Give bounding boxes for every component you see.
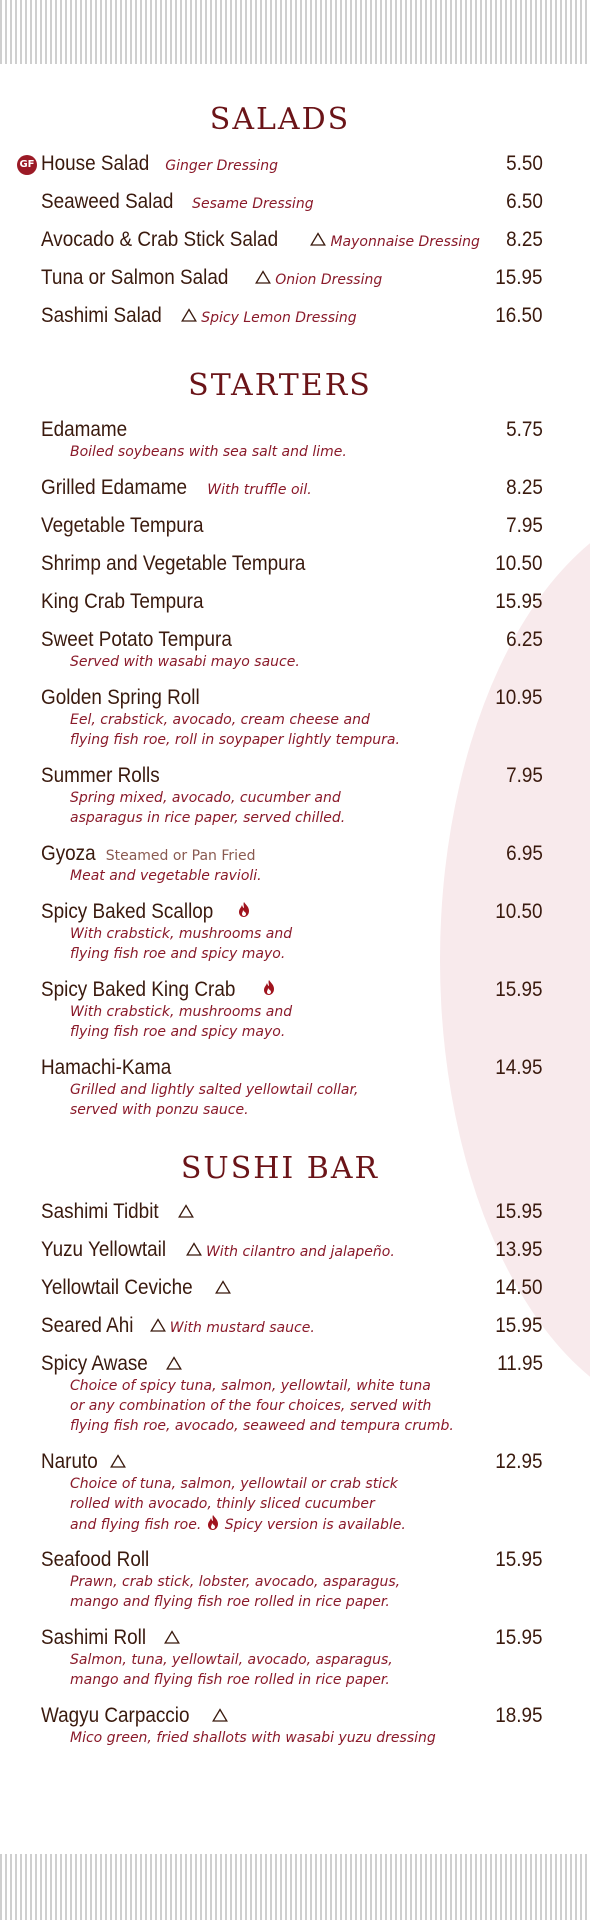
triangle-icon <box>310 232 326 246</box>
item-name: Seared Ahi <box>41 1314 134 1337</box>
menu-item <box>41 476 543 500</box>
description-line: mango and flying fish roe rolled in rice paper. <box>70 1672 390 1688</box>
description-line: Choice of tuna, salmon, yellowtail or crab stick <box>70 1476 398 1492</box>
item-price: 15.95 <box>495 978 543 1001</box>
item-description <box>70 1728 543 1748</box>
description-line: Grilled and lightly salted yellowtail collar, <box>70 1082 359 1098</box>
item-price: 6.50 <box>506 190 543 213</box>
menu-item <box>41 152 543 176</box>
item-name: Sashimi Tidbit <box>41 1200 159 1223</box>
triangle-icon <box>186 1242 202 1256</box>
description-line: flying fish roe, avocado, seaweed and tempura crumb. <box>70 1418 454 1434</box>
item-name: Sashimi Roll <box>41 1626 147 1649</box>
menu-item <box>41 764 543 828</box>
item-price: 6.25 <box>506 628 543 651</box>
triangle-icon <box>255 270 271 284</box>
item-description <box>70 710 543 750</box>
item-description <box>70 1650 543 1690</box>
item-price: 8.25 <box>506 228 543 251</box>
menu-item <box>41 266 543 290</box>
menu-item <box>41 900 543 964</box>
item-dressing: Spicy Lemon Dressing <box>201 310 357 326</box>
item-price: 8.25 <box>506 476 543 499</box>
item-name: Gyoza <box>41 842 96 865</box>
menu-item <box>41 514 543 538</box>
description-line: Prawn, crab stick, lobster, avocado, asparagus, <box>70 1574 401 1590</box>
item-name: Grilled Edamame <box>41 476 188 499</box>
item-description <box>70 788 543 828</box>
item-dressing: With cilantro and jalapeño. <box>205 1244 395 1260</box>
description-line: served with ponzu sauce. <box>70 1102 249 1118</box>
description-line: Mico green, fried shallots with wasabi yuzu dressing <box>70 1730 436 1746</box>
item-description <box>70 1002 543 1042</box>
chili-pepper-icon <box>262 979 276 996</box>
item-description <box>70 1376 543 1436</box>
description-line: Eel, crabstick, avocado, cream cheese and <box>70 712 370 728</box>
item-price: 7.95 <box>506 514 543 537</box>
item-name: Summer Rolls <box>41 764 160 787</box>
item-name: Shrimp and Vegetable Tempura <box>41 552 306 575</box>
description-line: flying fish roe, roll in soypaper lightly tempura. <box>70 732 400 748</box>
menu-item <box>41 628 543 672</box>
item-name: Spicy Baked Scallop <box>41 900 214 923</box>
description-line: Meat and vegetable ravioli. <box>70 868 262 884</box>
item-name: Yuzu Yellowtail <box>41 1238 167 1261</box>
section-title: STARTERS <box>188 368 372 403</box>
item-price: 5.75 <box>506 418 543 441</box>
triangle-icon <box>150 1318 166 1332</box>
item-name: Tuna or Salmon Salad <box>41 266 229 289</box>
item-name: Yellowtail Ceviche <box>41 1276 193 1299</box>
item-description <box>70 1474 543 1535</box>
gluten-free-badge-icon: GF <box>17 155 37 175</box>
menu-item <box>41 1626 543 1690</box>
item-dressing: Ginger Dressing <box>165 158 278 174</box>
item-description <box>70 1080 543 1120</box>
item-dressing: With truffle oil. <box>207 482 312 498</box>
item-description <box>70 442 543 462</box>
section-title: SUSHI BAR <box>180 1151 380 1186</box>
menu-item <box>41 978 543 1042</box>
item-name: Sashimi Salad <box>41 304 162 327</box>
item-note: Steamed or Pan Fried <box>105 848 256 864</box>
menu-item <box>41 190 543 214</box>
item-name: Hamachi-Kama <box>41 1056 172 1079</box>
top-stripe-border <box>0 0 590 64</box>
bottom-stripe-border <box>0 1854 590 1920</box>
description-line: Spring mixed, avocado, cucumber and <box>70 790 341 806</box>
description-line: Choice of spicy tuna, salmon, yellowtail, white tuna <box>70 1378 431 1394</box>
item-price: 15.95 <box>495 1200 543 1223</box>
chili-pepper-icon <box>206 1514 220 1531</box>
menu-item <box>41 1238 543 1262</box>
description-line: mango and flying fish roe rolled in rice paper. <box>70 1594 390 1610</box>
menu-item <box>41 228 543 252</box>
description-line: Salmon, tuna, yellowtail, avocado, asparagus, <box>70 1652 393 1668</box>
chili-pepper-icon <box>237 901 251 918</box>
triangle-icon <box>166 1356 182 1370</box>
item-name: King Crab Tempura <box>41 590 204 613</box>
menu-item <box>41 304 543 328</box>
description-line: asparagus in rice paper, served chilled. <box>70 810 346 826</box>
item-price: 18.95 <box>495 1704 543 1727</box>
item-price: 10.50 <box>495 900 543 923</box>
item-name: Naruto <box>41 1450 98 1473</box>
description-line: rolled with avocado, thinly sliced cucumber <box>70 1496 375 1512</box>
menu-item <box>41 1276 543 1300</box>
item-price: 15.95 <box>495 1626 543 1649</box>
item-name: Avocado & Crab Stick Salad <box>41 228 279 251</box>
item-price: 16.50 <box>495 304 543 327</box>
item-description <box>70 1572 543 1612</box>
item-dressing: Sesame Dressing <box>192 196 314 212</box>
menu-item <box>41 418 543 462</box>
item-name: Seafood Roll <box>41 1548 150 1571</box>
item-price: 15.95 <box>495 266 543 289</box>
triangle-icon <box>164 1630 180 1644</box>
description-line: or any combination of the four choices, served with <box>70 1398 432 1414</box>
menu-item <box>41 1548 543 1612</box>
triangle-icon <box>181 308 197 322</box>
item-price: 11.95 <box>497 1352 543 1375</box>
menu-item <box>41 1314 543 1338</box>
item-name: Seaweed Salad <box>41 190 174 213</box>
menu-item <box>41 842 543 886</box>
item-dressing: With mustard sauce. <box>169 1320 315 1336</box>
item-description <box>70 924 543 964</box>
description-line: flying fish roe and spicy mayo. <box>70 946 286 962</box>
description-line: flying fish roe and spicy mayo. <box>70 1024 286 1040</box>
triangle-icon <box>178 1204 194 1218</box>
item-dressing: Mayonnaise Dressing <box>330 234 480 250</box>
item-price: 13.95 <box>495 1238 543 1261</box>
item-price: 10.95 <box>495 686 543 709</box>
item-name: Golden Spring Roll <box>41 686 200 709</box>
description-line: Boiled soybeans with sea salt and lime. <box>70 444 347 460</box>
menu-item <box>41 686 543 750</box>
triangle-icon <box>212 1708 228 1722</box>
item-name: Edamame <box>41 418 128 441</box>
menu-item <box>41 1200 543 1224</box>
menu-item <box>41 1352 543 1436</box>
item-price: 7.95 <box>506 764 543 787</box>
item-price: 6.95 <box>506 842 543 865</box>
menu-item <box>41 1450 543 1535</box>
description-line: With crabstick, mushrooms and <box>70 1004 293 1020</box>
section-title: SALADS <box>209 102 351 137</box>
item-price: 14.95 <box>495 1056 543 1079</box>
description-line: Served with wasabi mayo sauce. <box>70 654 300 670</box>
item-name: Wagyu Carpaccio <box>41 1704 190 1727</box>
item-price: 14.50 <box>495 1276 543 1299</box>
item-price: 15.95 <box>495 1548 543 1571</box>
item-name: Sweet Potato Tempura <box>41 628 232 651</box>
item-price: 15.95 <box>495 1314 543 1337</box>
item-name: Vegetable Tempura <box>41 514 204 537</box>
menu-item <box>41 1056 543 1120</box>
item-price: 5.50 <box>506 152 543 175</box>
item-price: 15.95 <box>495 590 543 613</box>
item-price: 10.50 <box>495 552 543 575</box>
triangle-icon <box>215 1280 231 1294</box>
menu-item <box>41 590 543 614</box>
triangle-icon <box>110 1454 126 1468</box>
item-description <box>70 652 543 672</box>
item-name: House Salad <box>41 152 150 175</box>
menu-item <box>41 1704 543 1748</box>
item-price: 12.95 <box>495 1450 543 1473</box>
description-line: and flying fish roe. Spicy version is available. <box>70 1514 543 1535</box>
item-name: Spicy Awase <box>41 1352 148 1375</box>
menu-item <box>41 552 543 576</box>
item-description <box>70 866 543 886</box>
item-name: Spicy Baked King Crab <box>41 978 236 1001</box>
description-line: With crabstick, mushrooms and <box>70 926 293 942</box>
item-dressing: Onion Dressing <box>275 272 383 288</box>
